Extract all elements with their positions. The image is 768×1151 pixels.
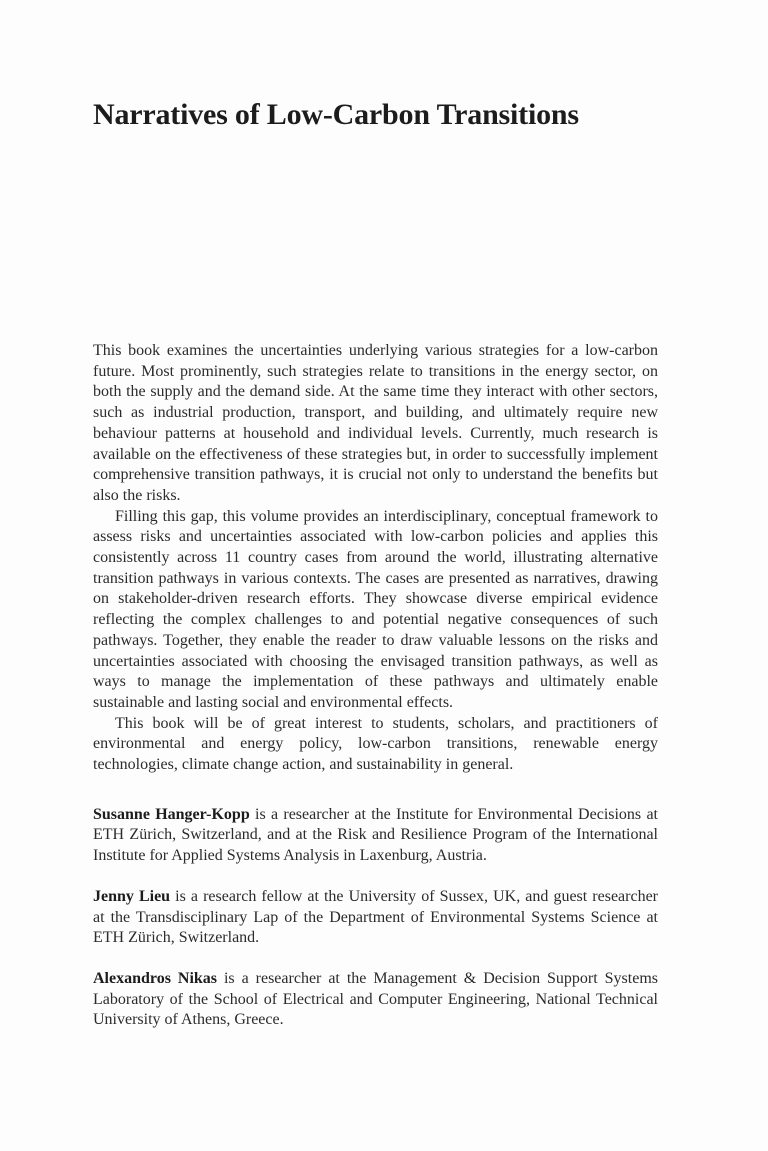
author-bio-1 [93,805,658,867]
book-description [93,341,658,776]
author-name-3: Alexandros Nikas [93,969,218,987]
description-paragraph-2: Filling this gap, this volume provides an interdisciplinary, conceptual framework to assess risks and uncertainties associated with low-carbon policies and applies this consistently across 11 country cases from around the world, illustrating alternative transition pathways in various contexts. The cases are presented as narratives, drawing on stakeholder-driven research efforts. They showcase diverse empirical evidence reflecting the complex challenges to and potential negative consequences of such pathways. Together, they enable the reader to draw valuable lessons on the risks and uncertainties associated with choosing the envisaged transition pathways, as well as ways to manage the implementation of these pathways and ultimately enable sustainable and lasting social and environmental effects. [93,507,658,711]
page-content [93,96,658,1031]
author-bio-text-1: is a researcher at the Institute for Environmental Decisions at ETH Zürich, Switzerland, and at the Risk and Resilience Program of the International Institute for Applied Systems Analysis in Laxenburg, Austria. [93,805,658,865]
author-bio-3 [93,969,658,1031]
description-paragraph-3: This book will be of great interest to students, scholars, and practitioners of environmental and energy policy, low-carbon transitions, renewable energy technologies, climate change action, and sustainability in general. [93,714,658,774]
author-name-2: Jenny Lieu [93,887,171,905]
description-paragraph-1: This book examines the uncertainties underlying various strategies for a low-carbon future. Most prominently, such strategies relate to transitions in the energy sector, on both the supply and the demand side. At the same time they interact with other sectors, such as industrial production, transport, and building, and ultimately require new behaviour patterns at household and individual levels. Currently, much research is available on the effectiveness of these strategies but, in order to successfully implement comprehensive transition pathways, it is crucial not only to understand the benefits but also the risks. [93,342,658,504]
author-bio-text-3: is a researcher at the Management & Decision Support Systems Laboratory of the School of Electrical and Computer Engineering, National Technical University of Athens, Greece. [93,969,658,1029]
book-title: Narratives of Low-Carbon Transitions [93,98,579,131]
author-bio-text-2: is a research fellow at the University of Sussex, UK, and guest researcher at the Transdisciplinary Lap of the Department of Environmental Systems Science at ETH Zürich, Switzerland. [93,887,659,947]
author-bio-2 [93,887,658,949]
author-name-1: Susanne Hanger-Kopp [93,805,250,823]
author-bios [93,805,658,1031]
